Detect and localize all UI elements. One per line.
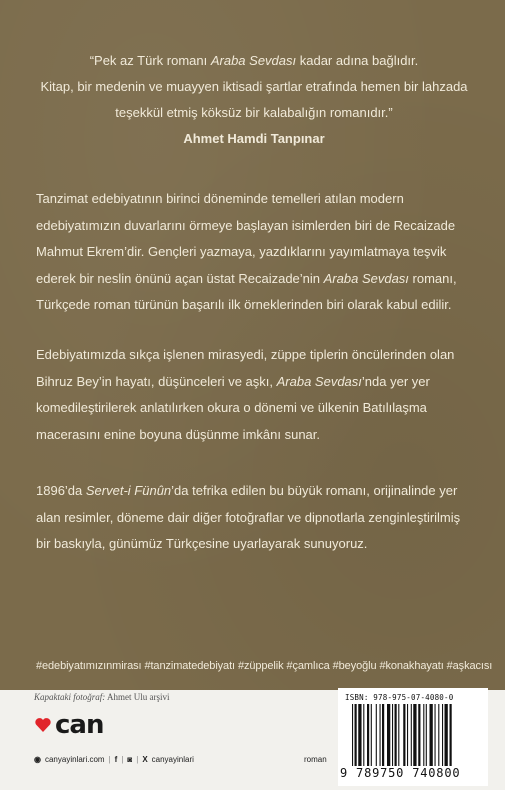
quote-line-3: teşekkül etmiş köksüz bir kalabalığın romanıdır.” — [115, 105, 393, 120]
logo-wordmark: can — [55, 710, 104, 740]
x-icon[interactable]: X — [142, 755, 148, 764]
quote-author: Ahmet Hamdi Tanpınar — [183, 131, 325, 146]
blurb-paragraph-2: Edebiyatımızda sıkça işlenen mirasyedi, züppe tiplerin öncülerinden olan Bihruz Bey’in hayatı, düşünceleri ve aşkı, Araba Sevdası’nda yer yer komedileştirilerek anlatılırken okura o dönemi ve ülkenin Batılılaşma macerasını enine boyuna düşünme imkânı sunar. — [36, 347, 455, 442]
website-link[interactable]: canyayinlari.com — [44, 755, 105, 764]
publisher-logo — [34, 710, 103, 740]
social-handle[interactable]: canyayinlari — [151, 755, 194, 764]
hashtags: #edebiyatımızınmirası #tanzimatedebiyatı #züppelik #çamlıca #beyoğlu #konakhayatı #aşkacısı — [36, 660, 493, 672]
isbn-text: ISBN: 978-975-07-4080-0 — [345, 693, 454, 702]
publisher-footer — [0, 690, 505, 790]
instagram-icon[interactable]: ◙ — [127, 755, 133, 764]
facebook-icon[interactable]: f — [114, 755, 118, 764]
heart-icon — [34, 716, 52, 734]
quote-line-1: “Pek az Türk romanı Araba Sevdası kadar adına bağlıdır. — [89, 53, 419, 68]
barcode-digits: 9 789750 740800 — [340, 766, 461, 780]
blurb-paragraph-3: 1896’da Servet-i Fünûn’da tefrika edilen bu büyük romanı, orijinalinde yer alan resimler, döneme dair diğer fotoğraflar ve dipnotlarla zenginleştirilmiş bir baskıyla, günümüz Türkçesine uyarlayarak sunuyoruz. — [36, 483, 461, 551]
quote-line-2: Kitap, bir medenin ve muayyen iktisadi şartlar etrafında hemen bir lahzada — [40, 79, 468, 94]
globe-icon: ◉ — [34, 755, 41, 764]
social-links: ◉ canyayinlari.com | f | ◙ | X canyayinlari — [34, 755, 194, 764]
barcode — [338, 688, 488, 786]
epigraph-quote — [34, 48, 474, 152]
blurb-paragraph-1: Tanzimat edebiyatının birinci döneminde temelleri atılan modern edebiyatımızın duvarlarını örmeye başlayan isimlerden biri de Recaizade Mahmut Ekrem’dir. Gençleri yazmaya, yazdıklarını yayımlatmaya teşvik ederek bir neslin önünü açan üstat Recaizade’nin Araba Sevdası romanı, Türkçede roman türünün başarılı ilk örneklerinden biri olarak kabul edilir. — [36, 191, 457, 312]
cover-photo-credit: Kapaktaki fotoğraf: Ahmet Ulu arşivi — [34, 692, 170, 702]
barcode-bars — [352, 704, 480, 766]
genre-label: roman — [304, 755, 327, 764]
